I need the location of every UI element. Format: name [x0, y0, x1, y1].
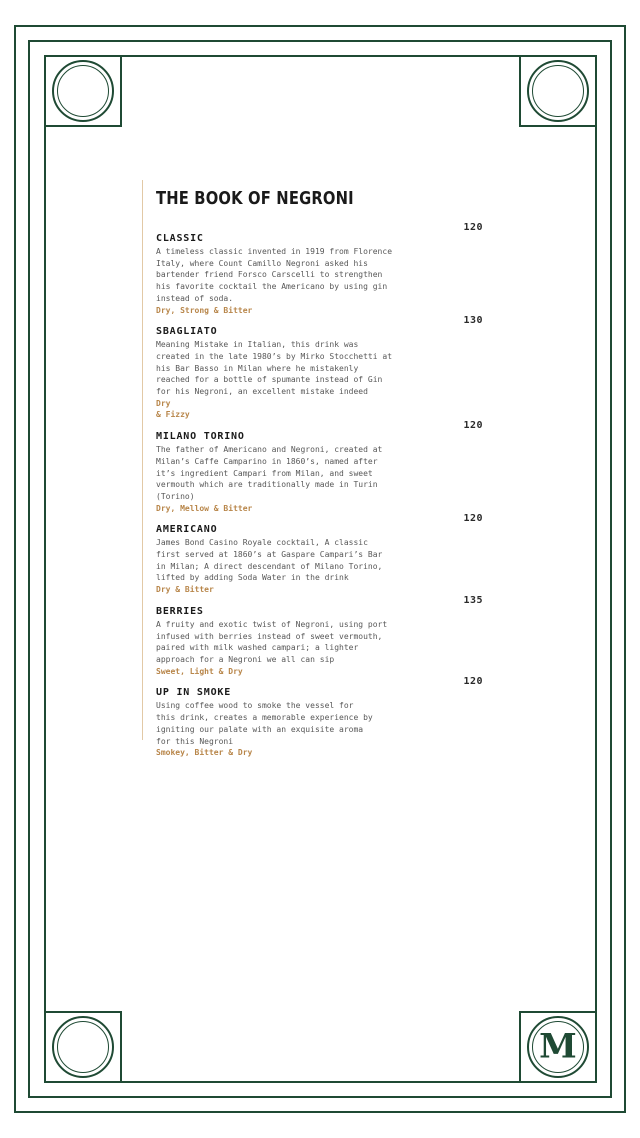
- menu-item-name: CLASSIC: [156, 233, 204, 244]
- menu-item-name: AMERICANO: [156, 524, 218, 536]
- menu-item-up-in-smoke: [156, 676, 486, 759]
- circle-ornament-inner-icon: [57, 1021, 109, 1073]
- menu-item-price: 120: [463, 676, 483, 688]
- menu-side-rule: [142, 180, 143, 740]
- corner-ornament-bottom-right: [519, 1011, 597, 1083]
- menu-title: THE BOOK OF NEGRONI: [156, 188, 354, 209]
- menu-item-description: Meaning Mistake in Italian, this drink was created in the late 1980’s by Mirko Stocchetti at his Bar Basso in Milan where he mistakenly reached for a bottle of spumante instead of Gin for his Negroni, an excellent mistake indeed: [156, 340, 393, 397]
- menu-item-description: The father of Americano and Negroni, created at Milan’s Caffe Camparino in 1860’s, named after it’s ingredient Campari from Milan, and sweet vermouth which are traditionally made in Turin (Torino): [156, 445, 383, 501]
- menu-list: [156, 222, 486, 768]
- menu-item-description: A timeless classic invented in 1919 from Florence Italy, where Count Camillo Negroni asked his bartender friend Forsco Carscelli to strengthen his favorite cocktail the Americano by using gin instead of soda.: [156, 247, 393, 303]
- corner-ornament-top-left: [44, 55, 122, 127]
- menu-item-tags: Smokey, Bitter & Dry: [156, 748, 253, 758]
- monogram-letter: M: [539, 1026, 577, 1067]
- menu-item-americano: [156, 513, 486, 596]
- menu-item-berries: [156, 594, 486, 678]
- menu-item-tags: Dry, Strong & Bitter: [156, 305, 253, 315]
- circle-ornament-inner-icon: [57, 65, 109, 117]
- menu-item-name: BERRIES: [156, 605, 204, 617]
- menu-item-description: Using coffee wood to smoke the vessel for this drink, creates a memorable experience by igniting our palate with an exquisite aroma for this Negroni: [156, 701, 373, 746]
- menu-item-milano-torino: [156, 420, 486, 514]
- menu-item-price: 135: [463, 594, 483, 606]
- menu-item-name: MILANO TORINO: [156, 431, 245, 443]
- menu-item-tags: Dry, Mellow & Bitter: [156, 503, 253, 513]
- corner-ornament-top-right: [519, 55, 597, 127]
- menu-item-tags: Dry & Bitter: [156, 585, 214, 595]
- circle-ornament-inner-icon: [532, 65, 584, 117]
- menu-item-tags: Sweet, Light & Dry: [156, 666, 243, 676]
- corner-ornament-bottom-left: [44, 1011, 122, 1083]
- menu-item-name: SBAGLIATO: [156, 326, 218, 338]
- menu-item-price: 120: [463, 222, 483, 233]
- menu-item-description: James Bond Casino Royale cocktail, A classic first served at 1860’s at Gaspare Campari’s Bar in Milan; A direct descendant of Milano Torino, lifted by adding Soda Water in the drink: [156, 538, 383, 583]
- menu-item-name: UP IN SMOKE: [156, 687, 232, 699]
- menu-item-price: 130: [463, 315, 483, 327]
- menu-item-classic: [156, 222, 486, 316]
- menu-item-price: 120: [463, 513, 483, 525]
- menu-item-description: A fruity and exotic twist of Negroni, using port infused with berries instead of sweet vermouth, paired with milk washed campari; a lighter approach for a Negroni we all can sip: [156, 619, 388, 664]
- menu-item-price: 120: [463, 420, 483, 432]
- menu-item-tags: Dry & Fizzy: [156, 398, 190, 420]
- menu-item-sbagliato: [156, 315, 486, 421]
